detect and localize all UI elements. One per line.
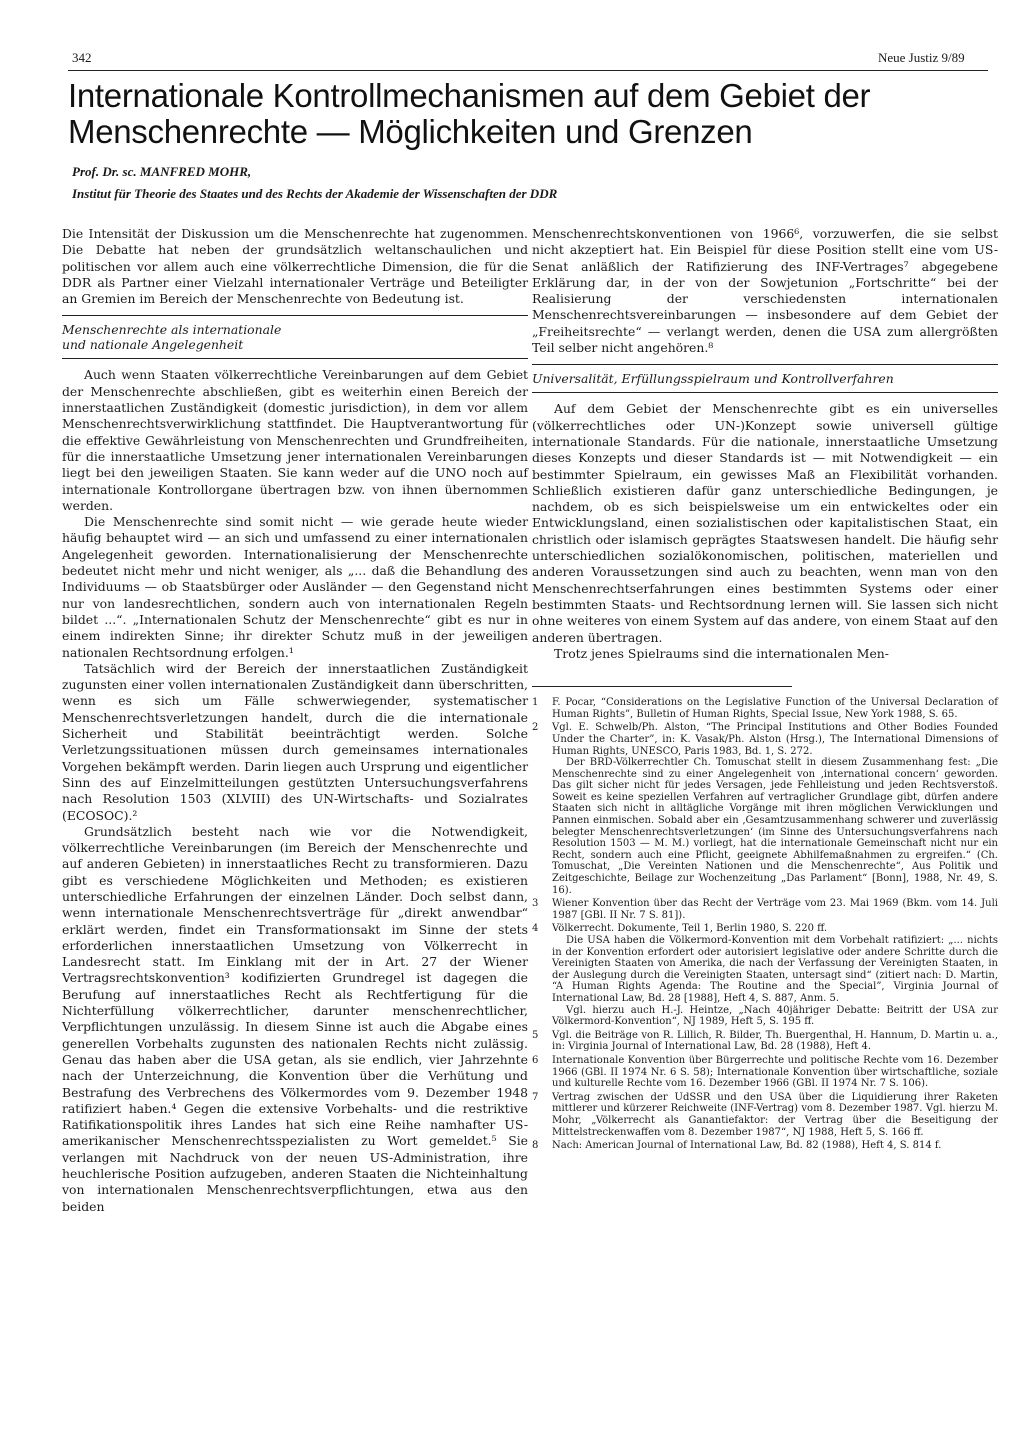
footnote	[532, 697, 998, 720]
footnote-text	[552, 722, 998, 896]
footnote-list	[532, 697, 998, 1152]
footnote	[532, 1092, 998, 1138]
footnote-number: 4	[532, 923, 539, 935]
journal-issue: Neue Justiz 9/89	[878, 50, 965, 65]
footnote-paragraph: Die USA haben die Völkermord-Konvention mit dem Vorbehalt ratifiziert: „... nichts in der Konvention erfordert oder autorisiert legislative oder andere Schritte durch die Vereinigten Staaten von Amerika, die nach der Verfassung der Vereinigten Staaten, in der Auslegung durch die Vereinigten Staaten, untersagt sind“ (zitiert nach: D. Martin, “A Human Rights Agenda: The Routine and the Special”, Virginia Journal of International Law, Bd. 28 [1988], Heft 4, S. 887, Anm. 5.	[552, 935, 998, 1004]
footnote-paragraph: Vgl. die Beiträge von R. Lillich, R. Bilder, Th. Buergenthal, H. Hannum, D. Martin u. a., in: Virginia Journal of International Law, Bd. 28 (1988), Heft 4.	[552, 1029, 998, 1053]
body-paragraph: Tatsächlich wird der Bereich der innerstaatlichen Zuständigkeit zugunsten einer vollen internationalen Zuständigkeit dann überschritten, wenn es sich um Fälle schwerwiegender, systematischer Menschenrechtsverletzungen handelt, durch die die internationale Sicherheit und Stabilität beeinträchtigt werden. Solche Verletzungssituationen müssen durch gemeinsames internationales Vorgehen bekämpft werden. Darin liegen auch Ursprung und eigentlicher Sinn des auf Einzelmitteilungen gestützten Untersuchungsverfahrens nach Resolution 1503 (XLVIII) des UN-Wirtschafts- und Sozialrates (ECOSOC).²	[62, 660, 528, 823]
body-paragraph: Trotz jenes Spielraums sind die internationalen Men-	[554, 645, 889, 661]
page-number: 342	[72, 50, 92, 65]
footnote-number: 3	[532, 898, 539, 910]
section-rule	[62, 315, 528, 316]
footnote-number: 7	[532, 1091, 539, 1103]
footnote-text	[552, 1030, 998, 1053]
footnote-paragraph: Internationale Konvention über Bürgerrechte und politische Rechte vom 16. Dezember 1966 (GBl. II 1974 Nr. 6 S. 58); Internationale Konvention über wirtschaftliche, soziale und kulturelle Rechte vom 16. Dezember 1966 (GBl. II 1974 Nr. 7 S. 106).	[552, 1054, 998, 1090]
right-column	[532, 226, 998, 1154]
footnote-paragraph: Vgl. E. Schwelb/Ph. Alston, “The Principal Institutions and Other Bodies Founded Under the Charter”, in: K. Vasak/Ph. Alston (Hrsg.), The International Dimensions of Human Rights, UNESCO, Paris 1983, Bd. 1, S. 272.	[552, 722, 998, 757]
author-name: Prof. Dr. sc. MANFRED MOHR,	[72, 164, 252, 179]
footnote-paragraph: Nach: American Journal of International Law, Bd. 82 (1988), Heft 4, S. 814 f.	[552, 1140, 942, 1152]
section-heading-line: Universalität, Erfüllungsspielraum und Kontrollverfahren	[532, 371, 894, 387]
section-heading-block	[532, 364, 998, 393]
footnote-separator	[532, 686, 792, 687]
footnote-text	[552, 697, 998, 720]
footnote	[532, 722, 998, 896]
footnote-number: 1	[532, 697, 539, 709]
author-affiliation: Institut für Theorie des Staates und des Rechts der Akademie der Wissenschaften der DDR	[72, 186, 558, 201]
footnote-text	[552, 1055, 998, 1090]
footnote	[532, 923, 998, 1027]
footnote-number: 6	[532, 1054, 539, 1066]
footnote-number: 5	[532, 1029, 539, 1041]
footnote-paragraph: Der BRD-Völkerrechtler Ch. Tomuschat stellt in diesem Zusammenhang fest: „Die Menschenrechte sind zu einer Angelegenheit von ‚international concern‘ geworden. Das gilt sicher nicht für jedes Versagen, jede Fehlleistung und jeden Rechtsverstoß. Soweit es keine speziellen Verfahren auf vertraglicher Grundlage gibt, dürfen andere Staaten sich nicht in alltägliche Vorgänge mit ihren möglichen Verwicklungen und Pannen einmischen. Sobald aber ein ‚Gesamtzusammenhang schwerer und zuverlässig belegter Menschenrechtsverletzungen‘ (im Sinne des Untersuchungsverfahrens nach Resolution 1503 — M. M.) vorliegt, hat die internationale Gemeinschaft nicht nur ein Recht, sondern auch eine Pflicht, geeignete Abhilfemaßnahmen zu ergreifen.“ (Ch. Tomuschat, „Die Vereinten Nationen und die Menschenrechte“, Aus Politik und Zeitgeschichte, Beilage zur Wochenzeitung „Das Parlament“ [Bonn], 1988, Nr. 49, S. 16).	[552, 757, 998, 896]
footnote-paragraph: Vertrag zwischen der UdSSR und den USA über die Liquidierung ihrer Raketen mittlerer und kürzerer Reichweite (INF-Vertrag) vom 8. Dezember 1987. Vgl. hierzu M. Mohr, „Völkerrecht als Ganantiefaktor: der Vertrag über die Beseitigung der Mittelstreckenwaffen vom 8. Dezember 1987“, NJ 1988, Heft 5, S. 166 ff.	[552, 1091, 998, 1138]
article-title: Internationale Kontrollmechanismen auf dem Gebiet der Menschenrechte — Möglichkeiten und Grenzen	[68, 77, 871, 150]
body-paragraph: Auch wenn Staaten völkerrechtliche Vereinbarungen auf dem Gebiet der Menschenrechte abschließen, gibt es weiterhin einen Bereich der innerstaatlichen Zuständigkeit (domestic jurisdiction), in dem vor allem Menschenrechtsverwirklichung stattfindet. Die Hauptverantwortung für die effektive Gewährleistung von Menschenrechten und Grundfreiheiten, für die innerstaatliche Umsetzung jener internationalen Vereinbarungen liegt bei den jeweiligen Staaten. Sie kann weder auf die UNO noch auf internationale Kontrollorgane übertragen bzw. von ihnen übernommen werden.	[62, 367, 528, 513]
footnote-paragraph: Wiener Konvention über das Recht der Verträge vom 23. Mai 1969 (Bkm. vom 14. Juli 1987 [GBl. II Nr. 7 S. 81]).	[552, 898, 998, 921]
intro-paragraph: Die Intensität der Diskussion um die Menschenrechte hat zugenommen. Die Debatte hat neben der grundsätzlich weltanschaulichen und politischen vor allem auch eine völkerrechtliche Dimension, die für die DDR als Partner einer Vielzahl internationaler Verträge und Beteiligter an Gremien im Bereich der Menschenrechte von Bedeutung ist.	[62, 226, 528, 307]
section-heading	[532, 371, 998, 386]
section-heading	[62, 322, 528, 352]
footnote-paragraph: Vgl. hierzu auch H.-J. Heintze, „Nach 40jähriger Debatte: Beitritt der USA zur Völkermord-Konvention“, NJ 1989, Heft 5, S. 195 ff.	[552, 1004, 998, 1028]
continuation-paragraph: Menschenrechtskonventionen von 1966⁶, vorzuwerfen, die sie selbst nicht akzeptiert hat. Ein Beispiel für diese Position stellt eine vom US-Senat anläßlich der Ratifizierung des INF-Vertrages⁷ abgegebene Erklärung dar, in der von der Sowjetunion „Fortschritte“ bei der Realisierung der verschiedensten internationalen Menschenrechtsvereinbarungen — insbesondere auf dem Gebiet der „Freiheitsrechte“ — verlangt werden, denen die USA zum allergrößten Teil selber nicht angehören.⁸	[532, 226, 998, 356]
body-paragraph: Auf dem Gebiet der Menschenrechte gibt es ein universelles (völkerrechtliches oder UN-)Konzept sowie universell gültige internationale Standards. Für die nationale, innerstaatliche Umsetzung dieses Konzepts und dieser Standards ist — mit Notwendigkeit — ein bestimmter Spielraum, ein gewisses Maß an Flexibilität vorhanden. Schließlich existieren dafür ganz unterschiedliche Bedingungen, je nachdem, ob es sich beispielsweise um ein entwickeltes oder ein Entwicklungsland, einen sozialistischen oder kapitalistischen Staat, ein christlich oder islamisch geprägtes Staatswesen handelt. Die häufig sehr unterschiedlichen sozialökonomischen, politischen, materiellen und anderen Voraussetzungen sind auch zu beachten, wenn man von den Menschenrechtserfahrungen eines bestimmten Systems oder einer bestimmten Staats- und Rechtsordnung lernen will. Sie lassen sich nicht ohne weiteres von einem System auf das andere, von einem Staat auf den anderen übertragen.	[532, 401, 998, 645]
section-heading-line: und nationale Angelegenheit	[62, 337, 244, 353]
left-column	[62, 226, 528, 1215]
header-rule	[68, 70, 988, 71]
footnote-text	[552, 923, 998, 1027]
footnote-paragraph: F. Pocar, “Considerations on the Legislative Function of the Universal Declaration of Human Rights”, Bulletin of Human Rights, Special Issue, New York 1988, S. 65.	[552, 697, 998, 720]
section-rule	[62, 358, 528, 359]
body-paragraph: Die Menschenrechte sind somit nicht — wie gerade heute wieder häufig behauptet wird — an sich und umfassend zu einer internationalen Angelegenheit geworden. Internationalisierung der Menschenrechte bedeutet nicht mehr und nicht weniger, als „... daß die Behandlung des Individuums — ob Staatsbürger oder Ausländer — den Gegenstand nicht nur von landesrechtlichen, sondern auch von internationalen Regeln bildet ...“. „Internationalen Schutz der Menschenrechte“ gibt es nur in einem indirekten Sinne; ihr direkter Schutz muß in der jeweiligen nationalen Rechtsordnung erfolgen.¹	[62, 514, 528, 660]
footnote-text	[552, 1140, 998, 1152]
footnote	[532, 1140, 998, 1152]
section-heading-block	[62, 315, 528, 359]
footnote	[532, 898, 998, 921]
footnote	[532, 1055, 998, 1090]
section-heading-line: Menschenrechte als internationale	[62, 322, 282, 338]
section-rule	[532, 392, 998, 393]
author-block	[72, 161, 1002, 205]
body-paragraph: Grundsätzlich besteht nach wie vor die Notwendigkeit, völkerrechtliche Vereinbarungen (im Bereich der Menschenrechte und auf anderen Gebieten) in innerstaatliches Recht zu transformieren. Dazu gibt es verschiedene Möglichkeiten und Methoden; es existieren unterschiedliche Erfahrungen der einzelnen Länder. Doch selbst dann, wenn internationale Menschenrechtsverträge für „direkt anwendbar“ erklärt werden, findet ein Transformationsakt im Sinne der stets erforderlichen innerstaatlichen Umsetzung von Völkerrecht in Landesrecht statt. Im Einklang mit der in Art. 27 der Wiener Vertragsrechtskonvention³ kodifizierten Grundregel ist dagegen die Berufung auf innerstaatliches Recht als Rechtfertigung für die Nichterfüllung völkerrechtlicher, darunter menschenrechtlicher, Verpflichtungen unzulässig. In diesem Sinne ist auch die Abgabe eines generellen Vorbehalts zugunsten des nationalen Rechts nicht zulässig. Genau das haben aber die USA getan, als sie endlich, vier Jahrzehnte nach der Unterzeichnung, die Konvention über die Verhütung und Bestrafung des Verbrechens des Völkermordes vom 9. Dezember 1948 ratifiziert haben.⁴ Gegen die extensive Vorbehalts- und die restriktive Ratifikationspolitik ihres Landes hat sich eine Reihe namhafter US-amerikanischer Menschenrechtsspezialisten zu Wort gemeldet.⁵ Sie verlangen mit Nachdruck von der neuen US-Administration, ihre heuchlerische Position aufzugeben, anderen Staaten die Nichteinhaltung von internationalen Menschenrechtsverpflichtungen, etwa aus den beiden	[62, 823, 528, 1214]
section-rule	[532, 364, 998, 365]
footnote-text	[552, 898, 998, 921]
footnote-text	[552, 1092, 998, 1138]
footnote-paragraph: Völkerrecht. Dokumente, Teil 1, Berlin 1980, S. 220 ff.	[552, 923, 828, 935]
footnote-number: 2	[532, 722, 539, 734]
footnote	[532, 1030, 998, 1053]
footnote-number: 8	[532, 1140, 539, 1152]
